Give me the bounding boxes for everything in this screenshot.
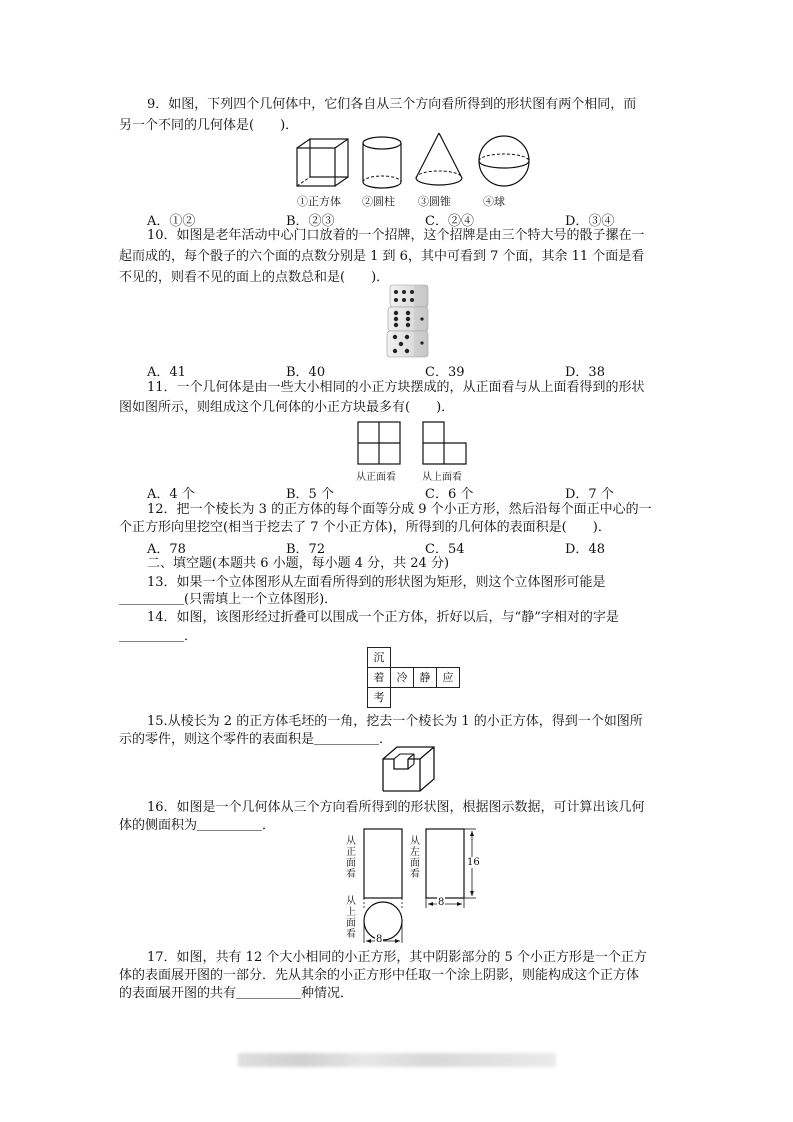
cylinder-figure — [362, 136, 404, 190]
q17-line2: 体的表面展开图的一部分．先从其余的小正方形中任取一个涂上阴影，则能构成这个正方体 — [119, 968, 640, 983]
three-view-diagram — [358, 828, 483, 948]
caption-cylinder: ②圆柱 — [362, 195, 395, 208]
section-heading: 二、填空题(本题共 6 小题，每小题 4 分，共 24 分) — [147, 556, 450, 571]
q15-line2: 示的零件，则这个零件的表面积是＿＿＿＿＿． — [119, 732, 393, 747]
caption-front-view: 从正面看 — [356, 472, 396, 483]
net-cell: 考 — [367, 687, 391, 708]
q9-option-c[interactable]: C．②④ — [425, 214, 474, 229]
q11-line2: 图如图所示，则组成这个几何体的小正方块最多有( )． — [119, 400, 455, 415]
q14-line2: ＿＿＿＿＿． — [119, 629, 198, 644]
q11-option-b[interactable]: B．5 个 — [286, 487, 334, 502]
sphere-figure — [476, 134, 532, 188]
caption-cone: ③圆锥 — [418, 195, 451, 208]
q12-option-b[interactable]: B．72 — [286, 542, 326, 557]
q10-option-d[interactable]: D．38 — [565, 365, 605, 380]
dim-16-label: 16 — [467, 857, 480, 868]
q11-option-c[interactable]: C．6 个 — [425, 487, 474, 502]
q13-line1: 13．如果一个立体图形从左面看所得到的形状图为矩形，则这个立体图形可能是 — [147, 575, 606, 590]
q12-option-d[interactable]: D．48 — [565, 542, 605, 557]
net-cell: 沉 — [367, 647, 391, 668]
q12-option-c[interactable]: C．54 — [425, 542, 465, 557]
q11-option-a[interactable]: A．4 个 — [147, 487, 195, 502]
q9-option-d[interactable]: D．③④ — [565, 214, 615, 229]
q9-line1: 9．如图，下列四个几何体中，它们各自从三个方向看所得到的形状图有两个相同，而 — [147, 97, 637, 112]
q17-line1: 17．如图，共有 12 个大小相同的小正方形，其中阴影部分的 5 个小正方形是一个正方 — [147, 950, 647, 965]
q16-line2: 体的侧面积为＿＿＿＿＿． — [119, 818, 276, 833]
q12-line1: 12．把一个棱长为 3 的正方体的每个面等分成 9 个小正方形，然后沿每个面正中心的一 — [147, 502, 652, 517]
dice-stack-image — [384, 283, 434, 359]
q11-option-d[interactable]: D．7 个 — [565, 487, 614, 502]
net-cell: 应 — [436, 667, 460, 688]
cube-figure — [296, 138, 350, 188]
dim-8-left-label: 8 — [438, 897, 445, 908]
q10-option-c[interactable]: C．39 — [425, 365, 465, 380]
caption-top-view: 从上面看 — [422, 472, 462, 483]
q14-line1: 14．如图，该图形经过折叠可以围成一个正方体，折好以后，与“静”字相对的字是 — [147, 610, 619, 625]
q15-line1: 15.从棱长为 2 的正方体毛坯的一角，挖去一个棱长为 1 的小正方体，得到一个如图所 — [147, 714, 643, 729]
caption-sphere: ④球 — [483, 195, 505, 208]
footer-watermark — [238, 1053, 556, 1067]
q10-option-b[interactable]: B．40 — [286, 365, 326, 380]
q9-option-b[interactable]: B．②③ — [286, 214, 335, 229]
net-cell: 着 — [367, 667, 391, 688]
net-cell: 冷 — [390, 667, 414, 688]
caption-cube: ①正方体 — [297, 195, 341, 208]
label-top-view: 从上面看 — [346, 896, 356, 940]
top-view-grid — [422, 421, 468, 465]
label-left-view: 从左面看 — [410, 836, 420, 880]
q11-line1: 11．一个几何体是由一些大小相同的小正方块摆成的，从正面看与从上面看得到的形状 — [147, 380, 645, 395]
q12-line2: 个正方形向里挖空(相当于挖去了 7 个小正方体)，所得到的几何体的表面积是( )． — [119, 520, 611, 535]
notched-cube-figure — [382, 745, 438, 793]
cone-figure — [414, 132, 464, 190]
q10-line3: 不见的，则看不见的面上的点数总和是( )． — [119, 270, 390, 285]
q9-line2: 另一个不同的几何体是( )． — [119, 118, 299, 133]
q17-line3: 的表面展开图的共有＿＿＿＿＿种情况． — [119, 986, 354, 1001]
q12-option-a[interactable]: A．78 — [147, 542, 186, 557]
q10-line2: 起而成的，每个骰子的六个面的点数分别是 1 到 6，其中可看到 7 个面，其余 11 个面是看 — [119, 249, 645, 264]
q16-line1: 16．如图是一个几何体从三个方向看所得到的形状图，根据图示数据，可计算出该几何 — [147, 800, 645, 815]
front-view-grid — [357, 421, 401, 465]
net-cell: 静 — [413, 667, 437, 688]
q10-line1: 10．如图是老年活动中心门口放着的一个招牌，这个招牌是由三个特大号的骰子摞在一 — [147, 228, 645, 243]
label-front-view: 从正面看 — [346, 836, 356, 880]
dim-8-top-label: 8 — [376, 934, 383, 945]
q10-option-a[interactable]: A．41 — [147, 365, 186, 380]
q13-line2: ＿＿＿＿＿(只需填上一个立体图形)． — [119, 592, 338, 607]
q9-option-a[interactable]: A．①② — [147, 214, 196, 229]
